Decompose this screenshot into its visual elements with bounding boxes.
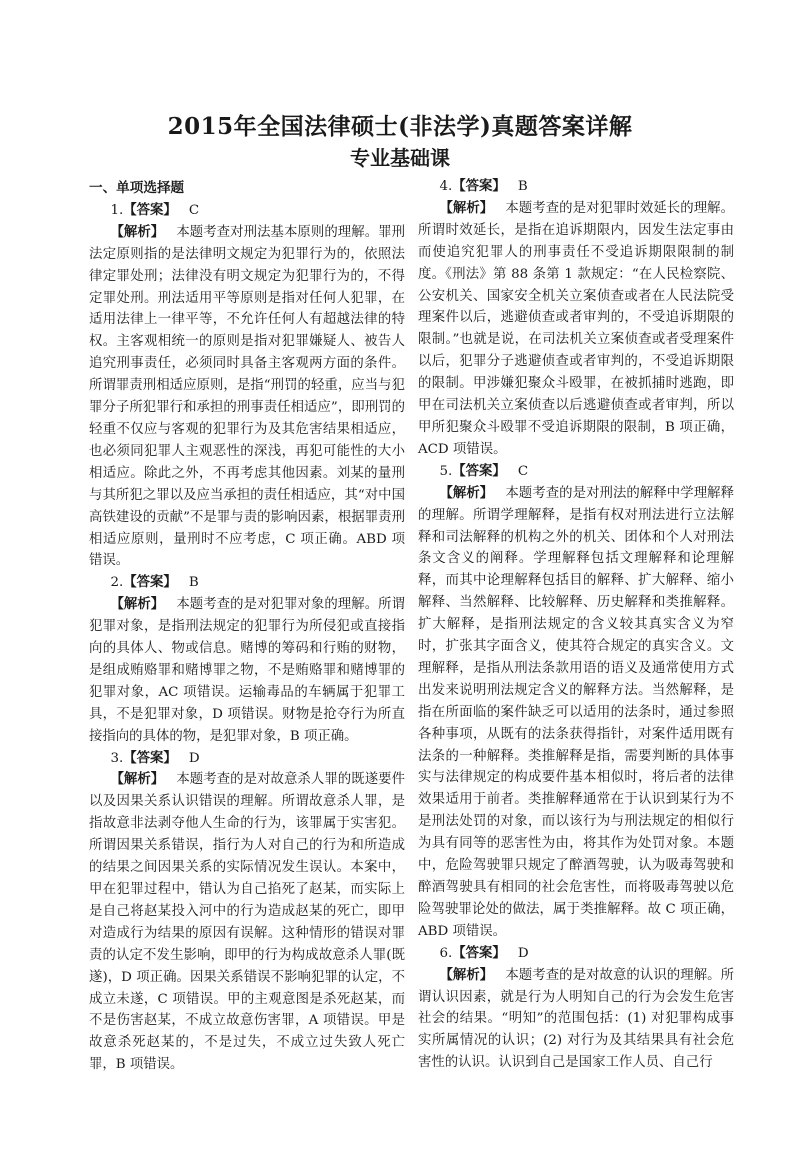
- answer-label: 【答案】: [123, 202, 177, 218]
- question-number: 1.: [110, 202, 124, 218]
- answer-line-q2: [89, 572, 405, 594]
- question-number: 6.: [439, 945, 453, 961]
- analysis-text: 本题考查的是对刑法的解释中学理解释的理解。所谓学理解释，是指有权对刑法进行立法解释和司法解释的机构之外的机关、团体和个人对刑法条文含义的阐释。学理解释包括文理解释和论理解释，而其中论理解释包括目的解释、扩大解释、缩小解释、当然解释、比较解释、历史解释和类推解释。扩大解释，是指刑法规定的含义较其真实含义为窄时，扩张其字面含义，使其符合规定的真实含义。文理解释，是指从刑法条款用语的语义及通常使用方式出发来说明刑法规定含义的解释方法。当然解释，是指在所面临的案件缺乏可以适用的法条时，通过参照各种事项，从既有的法条获得指针，对案件适用既有法条的一种解释。类推解释是指，需要判断的具体事实与法律规定的构成要件基本相似时，将后者的法律效果适用于前者。类推解释通常在于认识到某行为不是刑法处罚的对象，而以该行为与刑法规定的相似行为具有同等的恶害性为由，将其作为处罚对象。本题中，危险驾驶罪只规定了醉酒驾驶，认为吸毒驾驶和醉酒驾驶具有相同的社会危害性，而将吸毒驾驶以危险驾驶罪论处的做法，属于类推解释。故 C 项正确，ABD 项错误。: [418, 485, 734, 939]
- analysis-paragraph-q4: [418, 198, 734, 461]
- analysis-paragraph-q3: [89, 769, 405, 1076]
- analysis-label: 【解析】: [110, 597, 165, 613]
- analysis-text: 本题考查的是对犯罪对象的理解。所谓犯罪对象，是指刑法规定的犯罪行为所侵犯或直接指向的具体人、物或信息。赌博的筹码和行贿的财物，是组成贿赂罪和赌博罪之物，不是贿赂罪和赌博罪的犯罪对象，AC 项错误。运输毒品的车辆属于犯罪工具，不是犯罪对象，D 项错误。财物是抢夺行为所直接指向的具体的物，是犯罪对象，B 项正确。: [89, 597, 405, 744]
- answer-choice: C: [517, 463, 529, 479]
- answer-label: 【答案】: [123, 575, 177, 591]
- analysis-text: 本题考查对刑法基本原则的理解。罪刑法定原则指的是法律明文规定为犯罪行为的，依照法律定罪处刑；法律没有明文规定为犯罪行为的，不得定罪处刑。刑法适用平等原则是指对任何人犯罪，在适用法律上一律平等，不允许任何人有超越法律的特权。主客观相统一的原则是指对犯罪嫌疑人、被告人追究刑事责任，必须同时具备主客观两方面的条件。所谓罪责刑相适应原则，是指“刑罚的轻重，应当与犯罪分子所犯罪行和承担的刑事责任相适应”，即刑罚的轻重不仅应与客观的犯罪行为及其危害结果相适应，也必须同犯罪人主观恶性的深浅，再犯可能性的大小相适应。除此之外，不再考虑其他因素。刘某的量刑与其所犯之罪以及应当承担的责任相适应，其“对中国高铁建设的贡献”不是罪与责的影响因素，根据罪责刑相适应原则，量刑时不应考虑，C 项正确。ABD 项错误。: [89, 224, 405, 569]
- answer-choice: B: [188, 575, 199, 591]
- analysis-label: 【解析】: [439, 967, 494, 983]
- right-column: [418, 176, 734, 1074]
- left-column: [89, 178, 405, 1076]
- answer-label: 【答案】: [452, 179, 506, 194]
- document-subtitle: 专业基础课: [350, 146, 450, 170]
- question-number: 4.: [439, 179, 453, 194]
- answer-line-q3: [89, 748, 405, 770]
- analysis-text: 本题考查的是对故意的认识的理解。所谓认识因素，就是行为人明知自己的行为会发生危害社会的结果。“明知”的范围包括：(1) 对犯罪构成事实所属情况的认识；(2) 对行为及其结果具有社会危害性的认识。认识到自己是国家工作人员、自己行: [418, 967, 734, 1071]
- answer-line-q5: [418, 461, 734, 483]
- question-number: 3.: [110, 750, 124, 766]
- answer-choice: C: [188, 202, 200, 218]
- answer-line-q1: [89, 200, 405, 222]
- answer-label: 【答案】: [452, 945, 506, 961]
- answer-line-q6: [418, 943, 734, 965]
- answer-choice: D: [188, 750, 200, 766]
- analysis-paragraph-q2: [89, 594, 405, 747]
- analysis-label: 【解析】: [110, 224, 165, 240]
- answer-line-q4: [418, 176, 734, 198]
- analysis-paragraph-q1: [89, 222, 405, 573]
- analysis-label: 【解析】: [439, 485, 494, 501]
- analysis-paragraph-q5: [418, 483, 734, 943]
- analysis-paragraph-q6: [418, 965, 734, 1075]
- analysis-label: 【解析】: [439, 200, 494, 216]
- answer-label: 【答案】: [123, 750, 177, 766]
- analysis-text: 本题考查的是对故意杀人罪的既遂要件以及因果关系认识错误的理解。所谓故意杀人罪，是指故意非法剥夺他人生命的行为，该罪属于实害犯。所谓因果关系错误，指行为人对自己的行为和所造成的结果之间因果关系的实际情况发生误认。本案中，甲在犯罪过程中，错认为自己掐死了赵某，而实际上是自己将赵某投入河中的行为造成赵某的死亡，即甲对造成行为结果的原因有误解。这种情形的错误对罪责的认定不发生影响，即甲的行为构成故意杀人罪(既遂)，D 项正确。因果关系错误不影响犯罪的认定，不成立未遂，C 项错误。甲的主观意图是杀死赵某，而不是伤害赵某，不成立故意伤害罪，A 项错误。甲是故意杀死赵某的，不是过失，不成立过失致人死亡罪，B 项错误。: [89, 772, 405, 1073]
- question-number: 2.: [110, 575, 124, 591]
- document-title: 2015年全国法律硕士(非法学)真题答案详解: [167, 113, 633, 140]
- answer-label: 【答案】: [452, 463, 506, 479]
- answer-choice: D: [517, 945, 529, 961]
- answer-choice: B: [517, 179, 528, 194]
- analysis-label: 【解析】: [110, 772, 165, 788]
- analysis-text: 本题考查的是对犯罪时效延长的理解。所谓时效延长，是指在追诉期限内，因发生法定事由而使追究犯罪人的刑事责任不受追诉期限限制的制度。《刑法》第 88 条第 1 款规定：“在人民检察院、公安机关、国家安全机关立案侦查或者在人民法院受理案件以后，逃避侦查或者审判的，不受追诉期限的限制。”也就是说，在司法机关立案侦查或者受理案件以后，犯罪分子逃避侦查或者审判的，不受追诉期限的限制。甲涉嫌犯聚众斗殴罪，在被抓捕时逃跑，即甲在司法机关立案侦查以后逃避侦查或者审判，所以甲所犯聚众斗殴罪不受追诉期限的限制，B 项正确，ACD 项错误。: [418, 200, 734, 457]
- question-number: 5.: [439, 463, 453, 479]
- section-heading: 一、单项选择题: [89, 180, 185, 196]
